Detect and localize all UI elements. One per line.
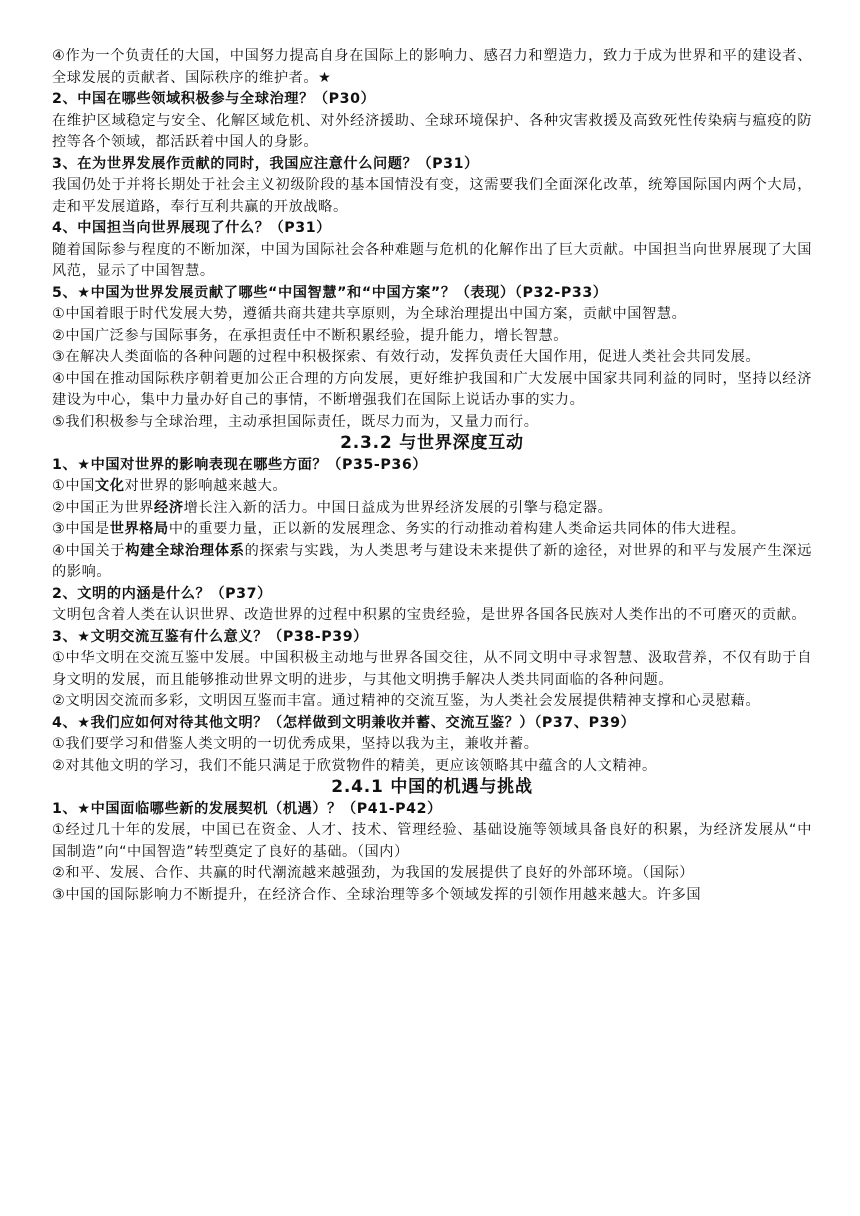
text-segment: 的探索与实践，为人类思考与建设未来提供了新的途径，对世界的和平与发展产生深远的影响。 (52, 542, 812, 580)
answer-item: ②对其他文明的学习，我们不能只满足于欣赏物件的精美，更应该领略其中蕴含的人文精神。 (52, 757, 657, 774)
question-heading: 3、★文明交流互鉴有什么意义？（P38-P39） (52, 628, 368, 645)
answer-paragraph: 我国仍处于并将长期处于社会主义初级阶段的基本国情没有变，这需要我们全面深化改革，统筹国际国内两个大局，走和平发展道路，奉行互利共赢的开放战略。 (52, 177, 812, 215)
text-segment: 中的重要力量，正以新的发展理念、务实的行动推动着构建人类命运共同体的伟大进程。 (168, 521, 746, 537)
answer-item: ⑤我们积极参与全球治理，主动承担国际责任，既尽力而为，又量力而行。 (52, 413, 539, 430)
answer-item (52, 498, 812, 520)
question-heading: 4、★我们应如何对待其他文明？（怎样做到文明兼收并蓄、交流互鉴？）（P37、P39） (52, 714, 636, 731)
answer-item: ①我们要学习和借鉴人类文明的一切优秀成果，坚持以我为主，兼收并蓄。 (52, 736, 539, 752)
answer-item: ④中国在推动国际秩序朝着更加公正合理的方向发展，更好维护我国和广大发展中国家共同利益的同时，坚持以经济建设为中心，集中力量办好自己的事情，不断增强我们在国际上说话办事的实力。 (52, 370, 812, 408)
text-segment: 对世界的影响越来越大。 (124, 478, 288, 494)
answer-item: ①中华文明在交流互鉴中发展。中国积极主动地与世界各国交往，从不同文明中寻求智慧、汲取营养，不仅有助于自身文明的发展，而且能够推动世界文明的进步，与其他文明携手解决人类共同面临的各种问题。 (52, 650, 812, 688)
text-segment: 增长注入新的活力。中国日益成为世界经济发展的引擎与稳定器。 (183, 499, 613, 516)
answer-item (52, 476, 812, 498)
answer-item: ②文明因交流而多彩，文明因互鉴而丰富。通过精神的交流互鉴，为人类社会发展提供精神支撑和心灵慰藉。 (52, 693, 761, 709)
answer-item (52, 541, 812, 584)
answer-paragraph: 文明包含着人类在认识世界、改造世界的过程中积累的宝贵经验，是世界各国各民族对人类作出的不可磨灭的贡献。 (52, 607, 807, 623)
question-heading: 3、在为世界发展作贡献的同时，我国应注意什么问题？（P31） (52, 155, 479, 172)
answer-paragraph: 在维护区域稳定与安全、化解区域危机、对外经济援助、全球环境保护、各种灾害救援及高致死性传染病与瘟疫的防控等各个领域，都活跃着中国人的身影。 (52, 112, 812, 150)
question-heading: 1、★中国面临哪些新的发展契机（机遇）？（P41-P42） (52, 800, 442, 817)
answer-item: ②中国广泛参与国际事务，在承担责任中不断积累经验，提升能力，增长智慧。 (52, 327, 569, 344)
answer-paragraph: 随着国际参与程度的不断加深，中国为国际社会各种难题与危机的化解作出了巨大贡献。中国担当向世界展现了大国风范，显示了中国智慧。 (52, 241, 812, 279)
section-title: 2.3.2 与世界深度互动 (340, 433, 524, 453)
bold-keyword: 经济 (154, 499, 184, 516)
text-segment: ①中国 (52, 478, 95, 494)
answer-item: ①中国着眼于时代发展大势，遵循共商共建共享原则，为全球治理提出中国方案，贡献中国智慧。 (52, 306, 687, 322)
answer-item: ③在解决人类面临的各种问题的过程中积极探索、有效行动，发挥负责任大国作用，促进人类社会共同发展。 (52, 349, 761, 365)
answer-item: ③中国的国际影响力不断提升，在经济合作、全球治理等多个领域发挥的引领作用越来越大。许多国 (52, 886, 702, 903)
answer-item: ②和平、发展、合作、共赢的时代潮流越来越强劲，为我国的发展提供了良好的外部环境。（国际） (52, 865, 695, 881)
answer-item (52, 519, 812, 541)
document-page (52, 46, 812, 906)
question-heading: 2、文明的内涵是什么？（P37） (52, 585, 272, 602)
text-segment: ②中国正为世界 (52, 499, 155, 516)
question-heading: 2、中国在哪些领域积极参与全球治理？（P30） (52, 91, 376, 107)
answer-item: ①经过几十年的发展，中国已在资金、人才、技术、管理经验、基础设施等领域具备良好的积累，为经济发展从“中国制造”向“中国智造”转型奠定了良好的基础。（国内） (52, 822, 812, 860)
question-heading: 5、★中国为世界发展贡献了哪些“中国智慧”和“中国方案”？（表现）（P32-P33） (52, 284, 608, 301)
question-heading: 1、★中国对世界的影响表现在哪些方面？（P35-P36） (52, 456, 428, 473)
bold-keyword: 文化 (94, 478, 125, 494)
text-segment: ③中国是 (52, 521, 110, 537)
section-title: 2.4.1 中国的机遇与挑战 (331, 777, 533, 797)
bold-keyword: 世界格局 (109, 521, 169, 537)
text-segment: ④中国关于 (52, 542, 126, 559)
paragraph: ④作为一个负责任的大国，中国努力提高自身在国际上的影响力、感召力和塑造力，致力于成为世界和平的建设者、全球发展的贡献者、国际秩序的维护者。★ (52, 48, 812, 86)
question-heading: 4、中国担当向世界展现了什么？（P31） (52, 220, 332, 236)
bold-keyword: 构建全球治理体系 (125, 542, 245, 559)
